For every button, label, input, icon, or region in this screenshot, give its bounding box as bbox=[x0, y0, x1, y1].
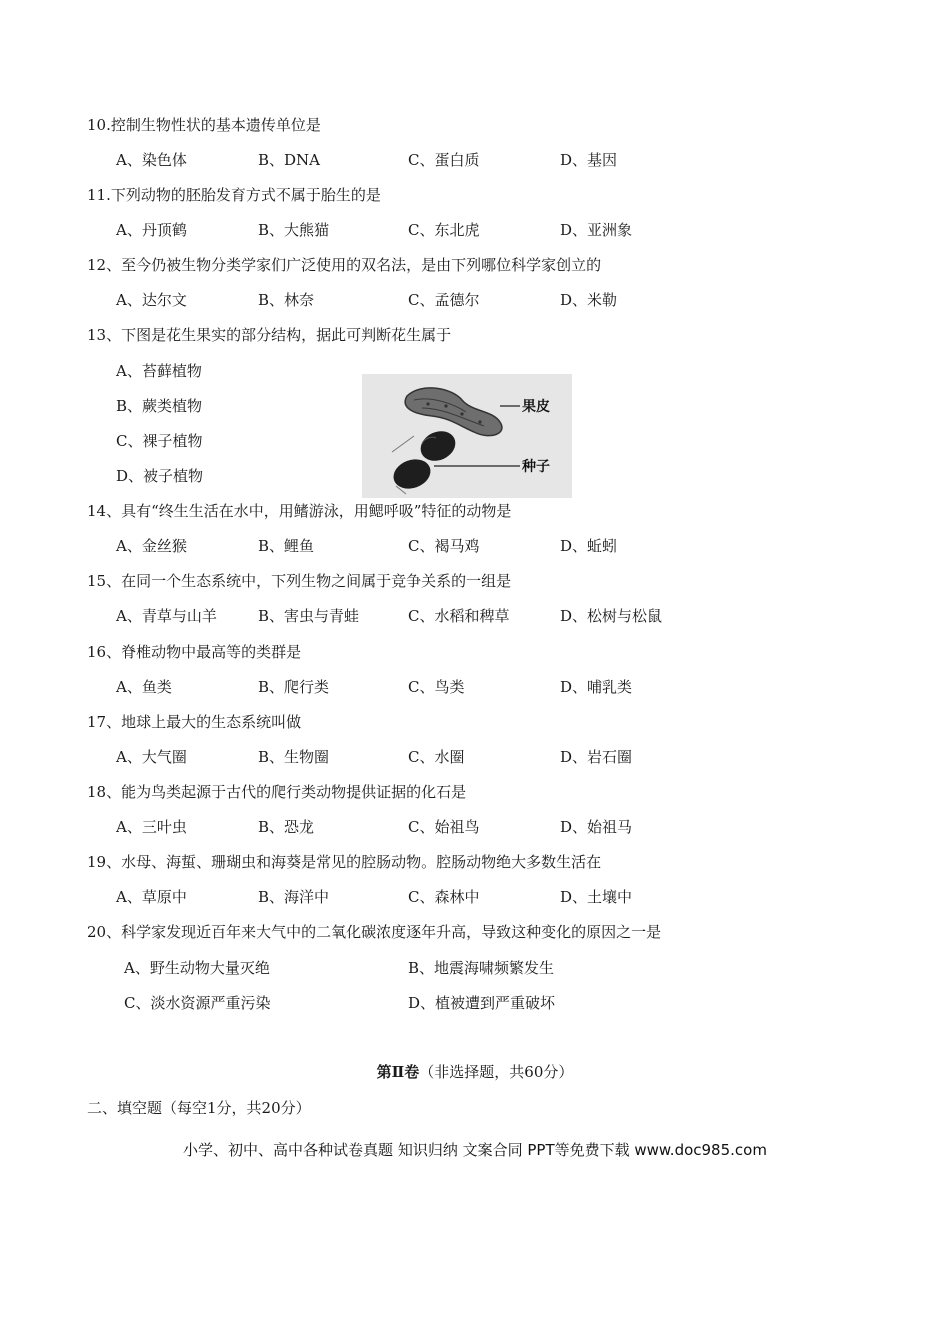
q11-option-b: B、大熊猫 bbox=[258, 221, 330, 239]
q13-option-c: C、裸子植物 bbox=[116, 432, 203, 450]
q10-option-c: C、蛋白质 bbox=[408, 151, 480, 169]
seed-lower-shape bbox=[389, 454, 434, 493]
q14-option-c: C、褐马鸡 bbox=[408, 537, 480, 555]
q14-option-a: A、金丝猴 bbox=[116, 537, 187, 555]
q20-option-c: C、淡水资源严重污染 bbox=[124, 994, 271, 1012]
q18-option-d: D、始祖马 bbox=[560, 818, 633, 836]
fill-in-heading: 二、填空题（每空1分，共20分） bbox=[87, 1099, 311, 1117]
q11-option-a: A、丹顶鹤 bbox=[116, 221, 187, 239]
q16-option-a: A、鱼类 bbox=[116, 678, 172, 696]
q16-option-c: C、鸟类 bbox=[408, 678, 465, 696]
q20-option-d: D、植被遭到严重破坏 bbox=[408, 994, 556, 1012]
q15-option-c: C、水稻和稗草 bbox=[408, 607, 510, 625]
q10-option-a: A、染色体 bbox=[116, 151, 187, 169]
q17-option-b: B、生物圈 bbox=[258, 748, 330, 766]
pericarp-shape bbox=[405, 388, 502, 436]
question-19: 19、水母、海蜇、珊瑚虫和海葵是常见的腔肠动物。腔肠动物绝大多数生活在 bbox=[87, 853, 602, 871]
q17-option-a: A、大气圈 bbox=[116, 748, 187, 766]
q18-option-b: B、恐龙 bbox=[258, 818, 315, 836]
question-10: 10.控制生物性状的基本遗传单位是 bbox=[87, 116, 321, 134]
question-16: 16、脊椎动物中最高等的类群是 bbox=[87, 643, 302, 661]
q19-option-d: D、土壤中 bbox=[560, 888, 633, 906]
question-15: 15、在同一个生态系统中，下列生物之间属于竞争关系的一组是 bbox=[87, 572, 512, 590]
q18-option-c: C、始祖鸟 bbox=[408, 818, 480, 836]
section-title bbox=[0, 1062, 950, 1082]
question-17: 17、地球上最大的生态系统叫做 bbox=[87, 713, 302, 731]
q13-option-b: B、蕨类植物 bbox=[116, 397, 203, 415]
q20-option-b: B、地震海啸频繁发生 bbox=[408, 959, 555, 977]
q16-option-b: B、爬行类 bbox=[258, 678, 330, 696]
q19-option-c: C、森林中 bbox=[408, 888, 480, 906]
q18-option-a: A、三叶虫 bbox=[116, 818, 187, 836]
question-18: 18、能为鸟类起源于古代的爬行类动物提供证据的化石是 bbox=[87, 783, 467, 801]
question-20: 20、科学家发现近百年来大气中的二氧化碳浓度逐年升高，导致这种变化的原因之一是 bbox=[87, 923, 662, 941]
q17-option-c: C、水圈 bbox=[408, 748, 465, 766]
q16-option-d: D、哺乳类 bbox=[560, 678, 633, 696]
q15-option-d: D、松树与松鼠 bbox=[560, 607, 663, 625]
q11-option-d: D、亚洲象 bbox=[560, 221, 633, 239]
peanut-figure bbox=[362, 374, 572, 498]
q12-option-a: A、达尔文 bbox=[116, 291, 187, 309]
q15-option-b: B、害虫与青蛙 bbox=[258, 607, 360, 625]
question-14: 14、具有“终生生活在水中，用鳍游泳，用鳃呼吸”特征的动物是 bbox=[87, 502, 512, 520]
q10-option-d: D、基因 bbox=[560, 151, 618, 169]
q14-option-b: B、鲤鱼 bbox=[258, 537, 315, 555]
section-title-rest: （非选择题，共60分） bbox=[419, 1063, 574, 1081]
q19-option-a: A、草原中 bbox=[116, 888, 187, 906]
q20-option-a: A、野生动物大量灭绝 bbox=[124, 959, 270, 977]
question-12: 12、至今仍被生物分类学家们广泛使用的双名法，是由下列哪位科学家创立的 bbox=[87, 256, 602, 274]
q15-option-a: A、青草与山羊 bbox=[116, 607, 217, 625]
seed-label: 种子 bbox=[522, 458, 550, 474]
q12-option-b: B、林奈 bbox=[258, 291, 315, 309]
q17-option-d: D、岩石圈 bbox=[560, 748, 633, 766]
q12-option-c: C、孟德尔 bbox=[408, 291, 480, 309]
q13-option-d: D、被子植物 bbox=[116, 467, 204, 485]
pericarp-label: 果皮 bbox=[522, 398, 550, 414]
q12-option-d: D、米勒 bbox=[560, 291, 618, 309]
seed-upper-shape bbox=[416, 426, 460, 467]
q19-option-b: B、海洋中 bbox=[258, 888, 330, 906]
question-13: 13、下图是花生果实的部分结构，据此可判断花生属于 bbox=[87, 326, 452, 344]
q11-option-c: C、东北虎 bbox=[408, 221, 480, 239]
q10-option-b: B、DNA bbox=[258, 151, 321, 169]
footer-banner: 小学、初中、高中各种试卷真题 知识归纳 文案合同 PPT等免费下载 www.doc985.com bbox=[183, 1141, 767, 1159]
q13-option-a: A、苔藓植物 bbox=[116, 362, 202, 380]
q14-option-d: D、蚯蚓 bbox=[560, 537, 618, 555]
question-11: 11.下列动物的胚胎发育方式不属于胎生的是 bbox=[87, 186, 381, 204]
section-title-bold: 第Ⅱ卷 bbox=[376, 1063, 420, 1081]
peanut-diagram bbox=[362, 374, 572, 498]
